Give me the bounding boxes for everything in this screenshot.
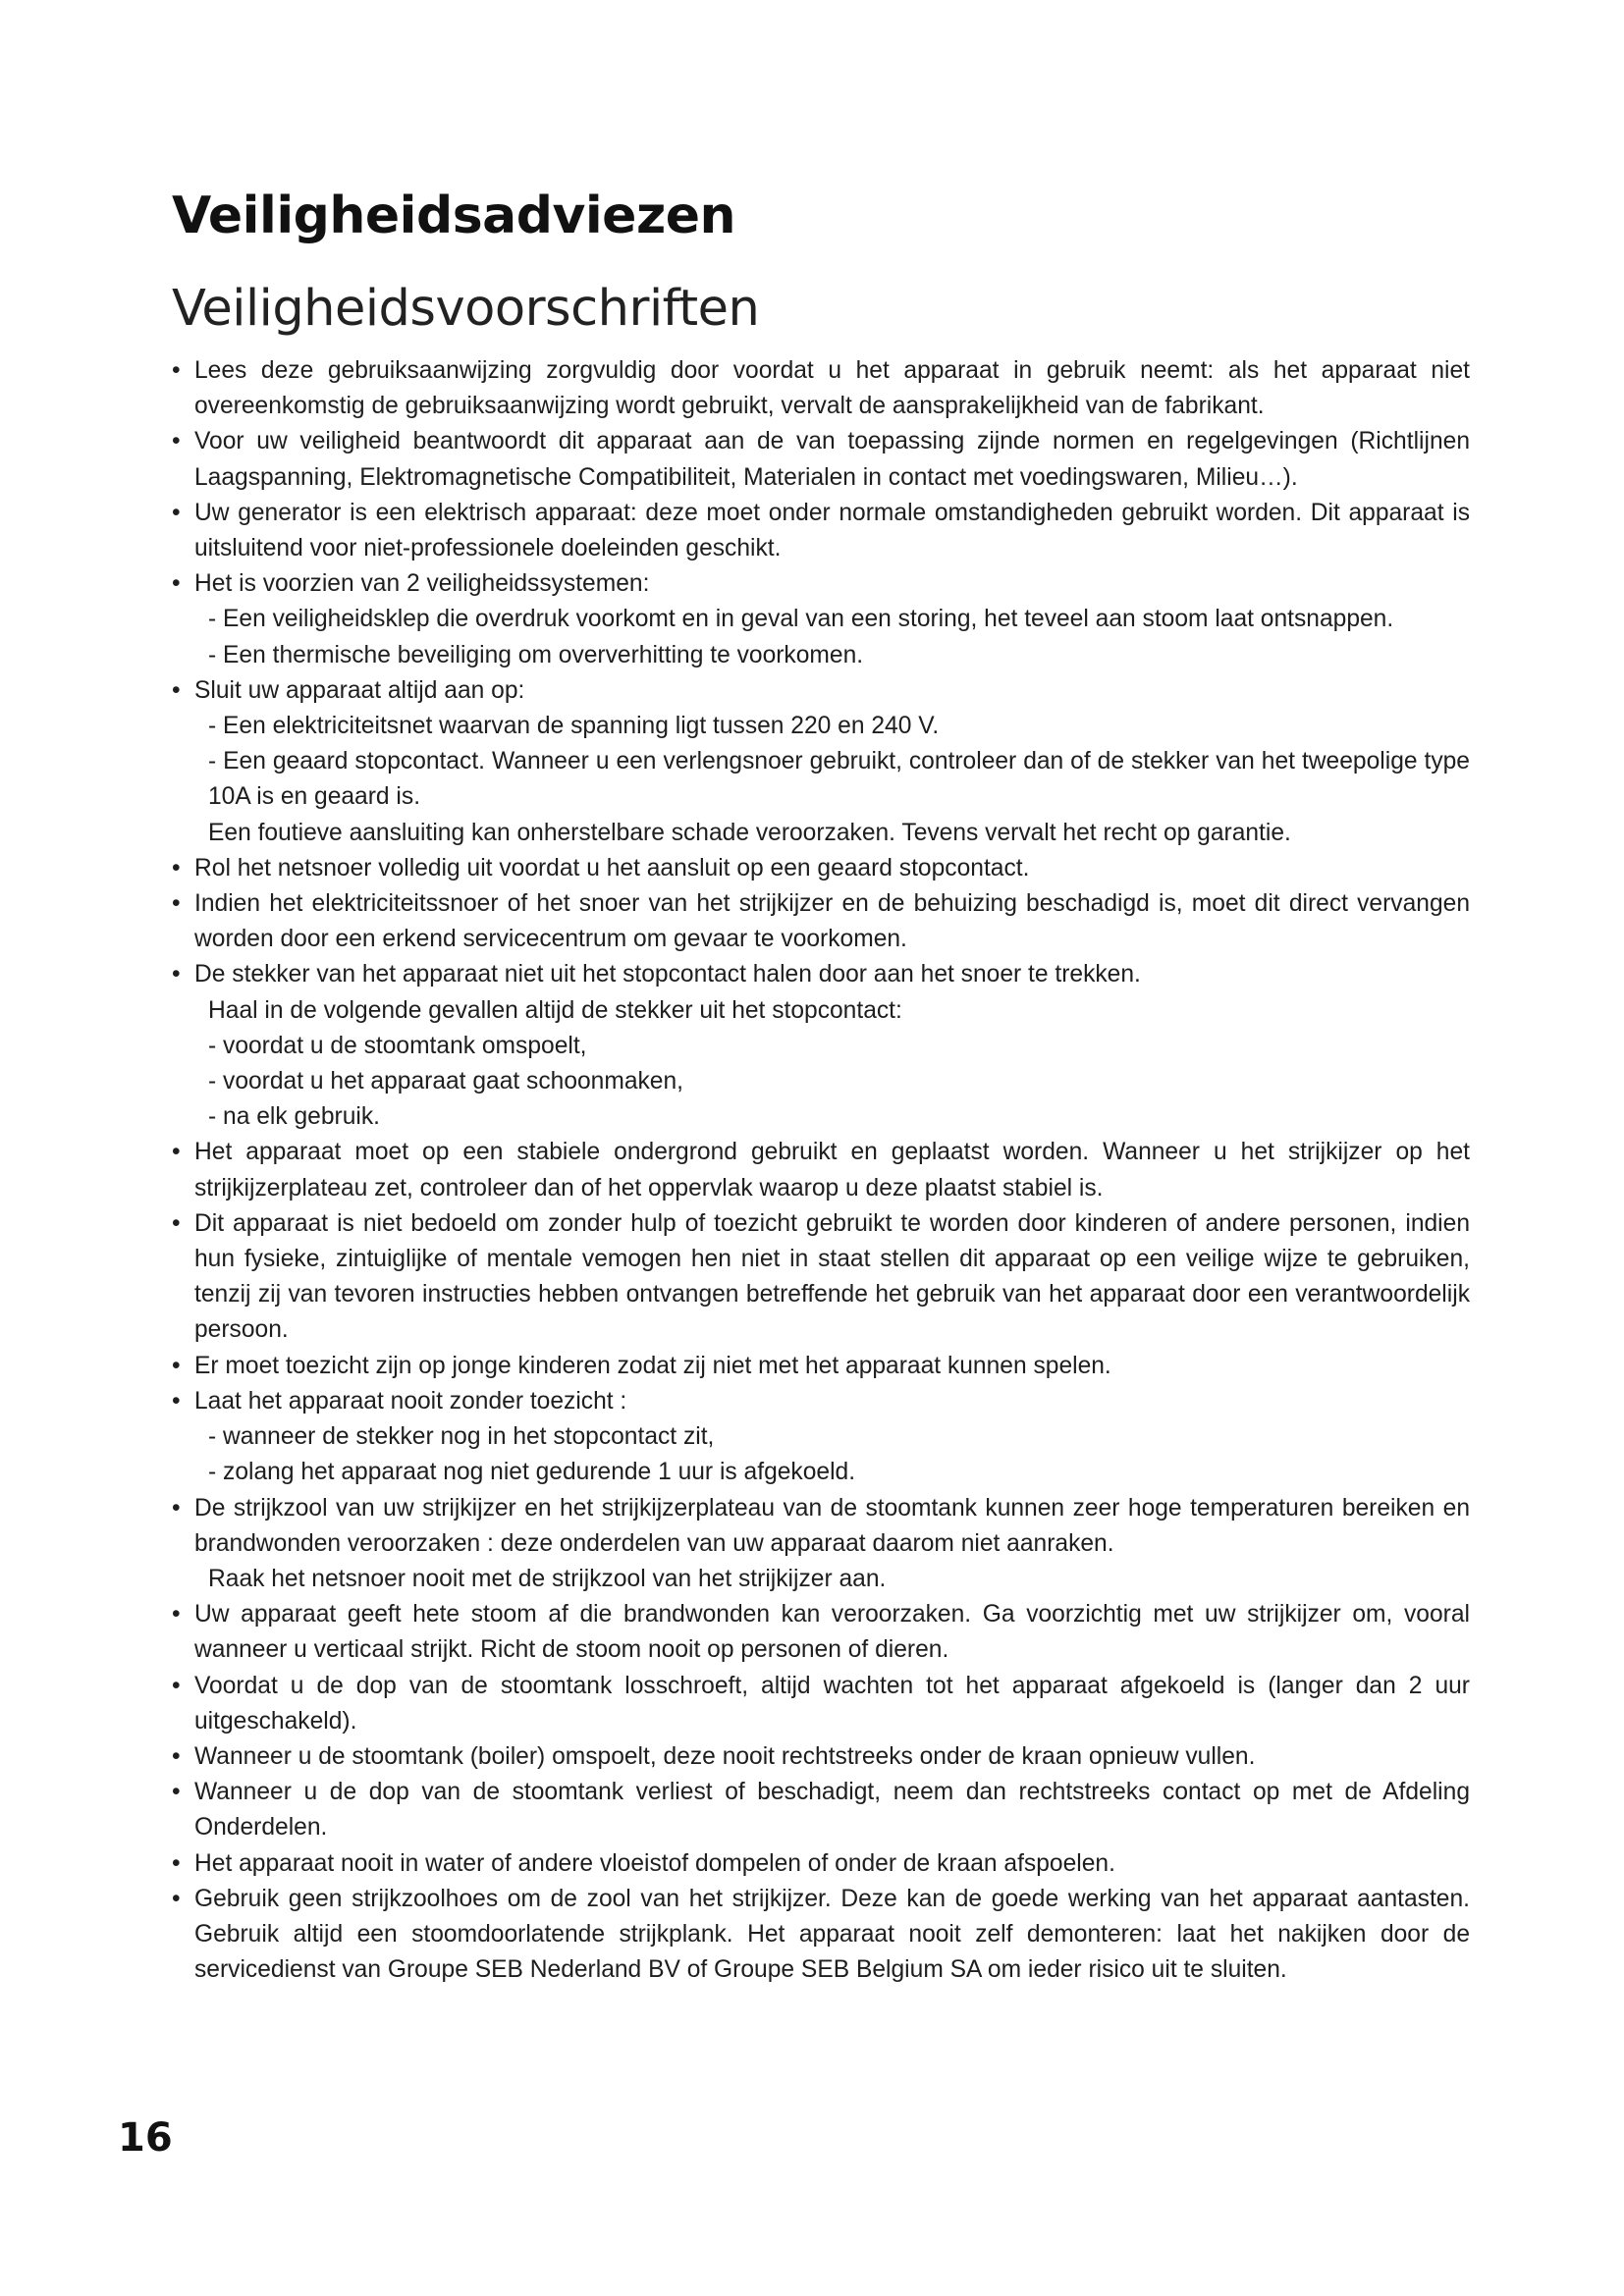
list-item-text: • Uw generator is een elektrisch apparaat: deze moet onder normale omstandigheden gebruikt worden. Dit apparaat is uitsluitend voor niet-professionele doeleinden geschikt. — [194, 499, 1470, 562]
list-item — [172, 424, 1470, 495]
list-item-note: Haal in de volgende gevallen altijd de stekker uit het stopcontact: — [208, 996, 902, 1024]
list-item-text: • Het apparaat nooit in water of andere vloeistof dompelen of onder de kraan afspoelen. — [194, 1849, 1115, 1877]
list-item-text: • Lees deze gebruiksaanwijzing zorgvuldig door voordat u het apparaat in gebruik neemt: als het apparaat niet overeenkomstig de gebruiksaanwijzing wordt gebruikt, vervalt de aansprakelijkheid van de fabrikant. — [194, 357, 1470, 420]
list-item — [172, 1846, 1470, 1882]
list-item-text: • Rol het netsnoer volledig uit voordat u het aansluit op een geaard stopcontact. — [194, 854, 1030, 881]
list-item — [172, 1349, 1470, 1384]
list-item — [172, 1739, 1470, 1775]
list-item-text: • De strijkzool van uw strijkijzer en het strijkijzerplateau van de stoomtank kunnen zeer hoge temperaturen bereiken en brandwonden veroorzaken : deze onderdelen van uw apparaat daarom niet aanraken. — [194, 1494, 1470, 1557]
list-item — [172, 1669, 1470, 1739]
list-item — [172, 957, 1470, 1135]
list-item — [172, 1384, 1470, 1491]
list-item-text: • Voordat u de dop van de stoomtank losschroeft, altijd wachten tot het apparaat afgekoeld is (langer dan 2 uur uitgeschakeld). — [194, 1672, 1470, 1735]
sub-item: - Een veiligheidsklep die overdruk voorkomt en in geval van een storing, het teveel aan stoom laat ontsnappen. — [208, 606, 1394, 633]
list-item — [172, 851, 1470, 886]
list-item — [172, 1882, 1470, 1989]
list-item-text: • Dit apparaat is niet bedoeld om zonder hulp of toezicht gebruikt te worden door kinderen of andere personen, indien hun fysieke, zintuiglijke of mentale vemogen hen niet in staat stellen dit apparaat op een veilige wijze te gebruiken, tenzij zij van tevoren instructies hebben ontvangen betreffende het gebruik van het apparaat door een verantwoordelijk persoon. — [194, 1209, 1470, 1344]
sub-item: - wanneer de stekker nog in het stopcontact zit, — [208, 1423, 715, 1451]
list-item-text: • Indien het elektriciteitssnoer of het snoer van het strijkijzer en de behuizing beschadigd is, moet dit direct vervangen worden door een erkend servicecentrum om gevaar te voorkomen. — [194, 890, 1470, 953]
list-item — [172, 673, 1470, 851]
list-item-text: • De stekker van het apparaat niet uit het stopcontact halen door aan het snoer te trekken. — [194, 961, 1141, 988]
page-title: Veiligheidsadviezen — [172, 187, 736, 245]
list-item-note: Raak het netsnoer nooit met de strijkzool van het strijkijzer aan. — [208, 1565, 887, 1592]
list-item-text: • Het apparaat moet op een stabiele ondergrond gebruikt en geplaatst worden. Wanneer u het strijkijzer op het strijkijzerplateau zet, controleer dan of het oppervlak waarop u deze plaatst stabiel is. — [194, 1139, 1470, 1201]
list-item-text: • Wanneer u de dop van de stoomtank verliest of beschadigt, neem dan rechtstreeks contact op met de Afdeling Onderdelen. — [194, 1779, 1470, 1842]
list-item — [172, 1597, 1470, 1668]
sub-item: - voordat u de stoomtank omspoelt, — [208, 1032, 587, 1059]
sub-item: - voordat u het apparaat gaat schoonmaken, — [208, 1068, 683, 1095]
list-item — [172, 886, 1470, 957]
safety-instructions-list — [172, 353, 1470, 1988]
list-item-text: • Wanneer u de stoomtank (boiler) omspoelt, deze nooit rechtstreeks onder de kraan opnieuw vullen. — [194, 1742, 1256, 1770]
list-item-text: • Gebruik geen strijkzoolhoes om de zool van het strijkijzer. Deze kan de goede werking van het apparaat aantasten. Gebruik altijd een stoomdoorlatende strijkplank. Het apparaat nooit zelf demonteren: laat het nakijken door de servicedienst van Groupe SEB Nederland BV of Groupe SEB Belgium SA om ieder risico uit te sluiten. — [194, 1885, 1470, 1984]
list-item — [172, 1135, 1470, 1205]
list-item — [172, 353, 1470, 424]
list-item-note: Een foutieve aansluiting kan onherstelbare schade veroorzaken. Tevens vervalt het recht op garantie. — [208, 819, 1291, 846]
page-number: 16 — [118, 2115, 173, 2161]
list-item-text: • Laat het apparaat nooit zonder toezicht : — [194, 1387, 627, 1415]
list-item — [172, 1206, 1470, 1349]
sub-item: - Een thermische beveiliging om oververhitting te voorkomen. — [208, 641, 864, 668]
list-item-text: • Uw apparaat geeft hete stoom af die brandwonden kan veroorzaken. Ga voorzichtig met uw strijkijzer om, vooral wanneer u verticaal strijkt. Richt de stoom nooit op personen of dieren. — [194, 1601, 1470, 1664]
sub-item: - zolang het apparaat nog niet gedurende 1 uur is afgekoeld. — [208, 1459, 856, 1486]
list-item-text: • Er moet toezicht zijn op jonge kinderen zodat zij niet met het apparaat kunnen spelen. — [194, 1352, 1111, 1379]
list-item — [172, 1491, 1470, 1598]
list-item-text: • Sluit uw apparaat altijd aan op: — [194, 676, 525, 704]
list-item-text: • Het is voorzien van 2 veiligheidssystemen: — [194, 570, 650, 598]
sub-item: - Een geaard stopcontact. Wanneer u een verlengsnoer gebruikt, controleer dan of de stekker van het tweepolige type 10A is en geaard is. — [208, 748, 1470, 811]
list-item-text: • Voor uw veiligheid beantwoordt dit apparaat aan de van toepassing zijnde normen en regelgevingen (Richtlijnen Laagspanning, Elektromagnetische Compatibiliteit, Materialen in contact met voedingswaren, Milieu…). — [194, 428, 1470, 491]
list-item — [172, 496, 1470, 566]
section-heading: Veiligheidsvoorschriften — [172, 280, 760, 338]
list-item — [172, 1775, 1470, 1845]
sub-item: - Een elektriciteitsnet waarvan de spanning ligt tussen 220 en 240 V. — [208, 713, 940, 740]
list-item — [172, 566, 1470, 673]
sub-item: - na elk gebruik. — [208, 1103, 380, 1131]
